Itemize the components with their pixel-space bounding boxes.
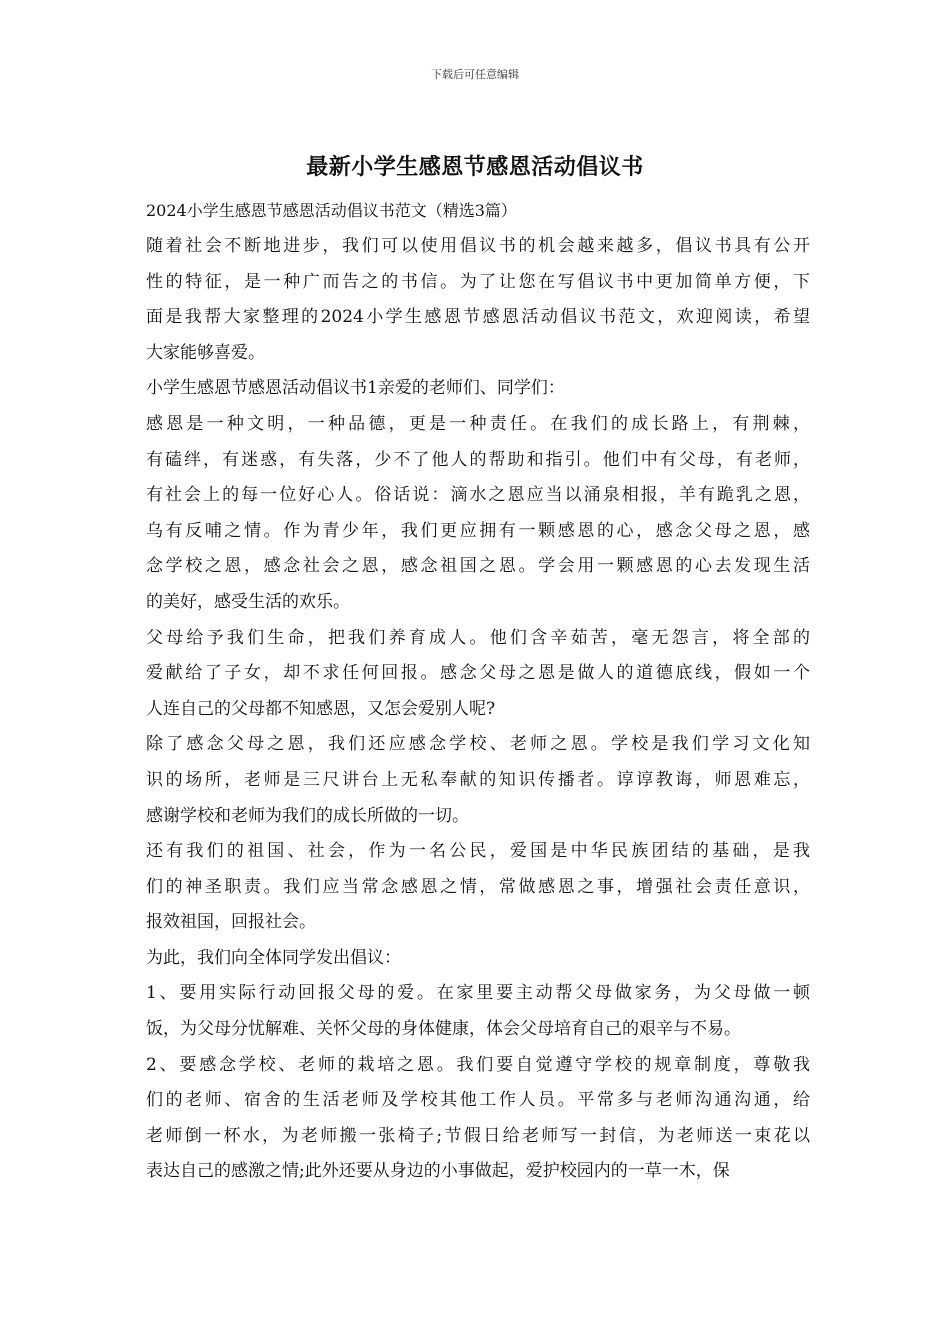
header-note: 下载后可任意编辑 [431,68,519,81]
paragraph-line: 饭，为父母分忧解难、关怀父母的身体健康，体会父母培育自己的艰辛与不易。 [146,1019,741,1040]
paragraph [146,976,810,1047]
paragraph-line: 们的老师、宿舍的生活老师及学校其他工作人员。平常多与老师沟通沟通，给 [146,1090,810,1111]
paragraph [146,621,810,728]
document-body [146,229,810,1190]
paragraph-line: 报效祖国，回报社会。 [146,912,316,933]
paragraph [146,229,810,371]
paragraph [146,407,810,621]
paragraph [146,1048,810,1190]
paragraph-line: 人连自己的父母都不知感恩，又怎会爱别人呢? [146,698,496,719]
paragraph-line: 性的特征，是一种广而告之的书信。为了让您在写倡议书中更加简单方便，下 [146,271,810,292]
paragraph-line: 念学校之恩，感念社会之恩，感念祖国之恩。学会用一颗感恩的心去发现生活 [146,556,810,577]
paragraph-line: 还有我们的祖国、社会，作为一名公民，爱国是中华民族团结的基础，是我 [146,841,810,862]
paragraph-line: 的美好，感受生活的欢乐。 [146,591,350,612]
paragraph-line: 为此，我们向全体同学发出倡议： [146,947,401,968]
document-subtitle: 2024小学生感恩节感恩活动倡议书范文（精选3篇） [146,201,517,220]
paragraph-line: 面是我帮大家整理的2024小学生感恩节感恩活动倡议书范文，欢迎阅读，希望 [146,307,810,328]
paragraph-line: 除了感念父母之恩，我们还应感念学校、老师之恩。学校是我们学习文化知 [146,734,810,755]
paragraph-line: 乌有反哺之情。作为青少年，我们更应拥有一颗感恩的心，感念父母之恩，感 [146,520,810,541]
paragraph-line: 2、要感念学校、老师的栽培之恩。我们要自觉遵守学校的规章制度，尊敬我 [146,1054,810,1075]
paragraph-line: 有磕绊，有迷惑，有失落，少不了他人的帮助和指引。他们中有父母，有老师， [146,449,810,470]
paragraph-line: 1、要用实际行动回报父母的爱。在家里要主动帮父母做家务，为父母做一顿 [146,983,810,1004]
paragraph-line: 们的神圣职责。我们应当常念感恩之情，常做感恩之事，增强社会责任意识， [146,876,810,897]
paragraph-line: 爱献给了子女，却不求任何回报。感念父母之恩是做人的道德底线，假如一个 [146,663,810,684]
paragraph-line: 表达自己的感激之情;此外还要从身边的小事做起，爱护校园内的一草一木，保 [146,1161,730,1182]
paragraph-line: 小学生感恩节感恩活动倡议书1亲爱的老师们、同学们： [146,378,565,399]
paragraph-line: 父母给予我们生命，把我们养育成人。他们含辛茹苦，毫无怨言，将全部的 [146,627,810,648]
paragraph-line: 识的场所，老师是三尺讲台上无私奉献的知识传播者。谆谆教诲，师恩难忘， [146,769,810,790]
paragraph-line: 大家能够喜爱。 [146,342,265,363]
paragraph-line: 有社会上的每一位好心人。俗话说：滴水之恩应当以涌泉相报，羊有跪乳之恩， [146,485,810,506]
paragraph [146,727,810,834]
paragraph-line: 随着社会不断地进步，我们可以使用倡议书的机会越来越多，倡议书具有公开 [146,236,810,256]
paragraph [146,371,810,407]
paragraph-line: 感谢学校和老师为我们的成长所做的一切。 [146,805,469,826]
paragraph-line: 感恩是一种文明，一种品德，更是一种责任。在我们的成长路上，有荆棘， [146,413,810,434]
paragraph [146,834,810,941]
document-title: 最新小学生感恩节感恩活动倡议书 [306,154,644,180]
paragraph [146,941,810,977]
paragraph-line: 老师倒一杯水，为老师搬一张椅子;节假日给老师写一封信，为老师送一束花以 [146,1125,810,1146]
